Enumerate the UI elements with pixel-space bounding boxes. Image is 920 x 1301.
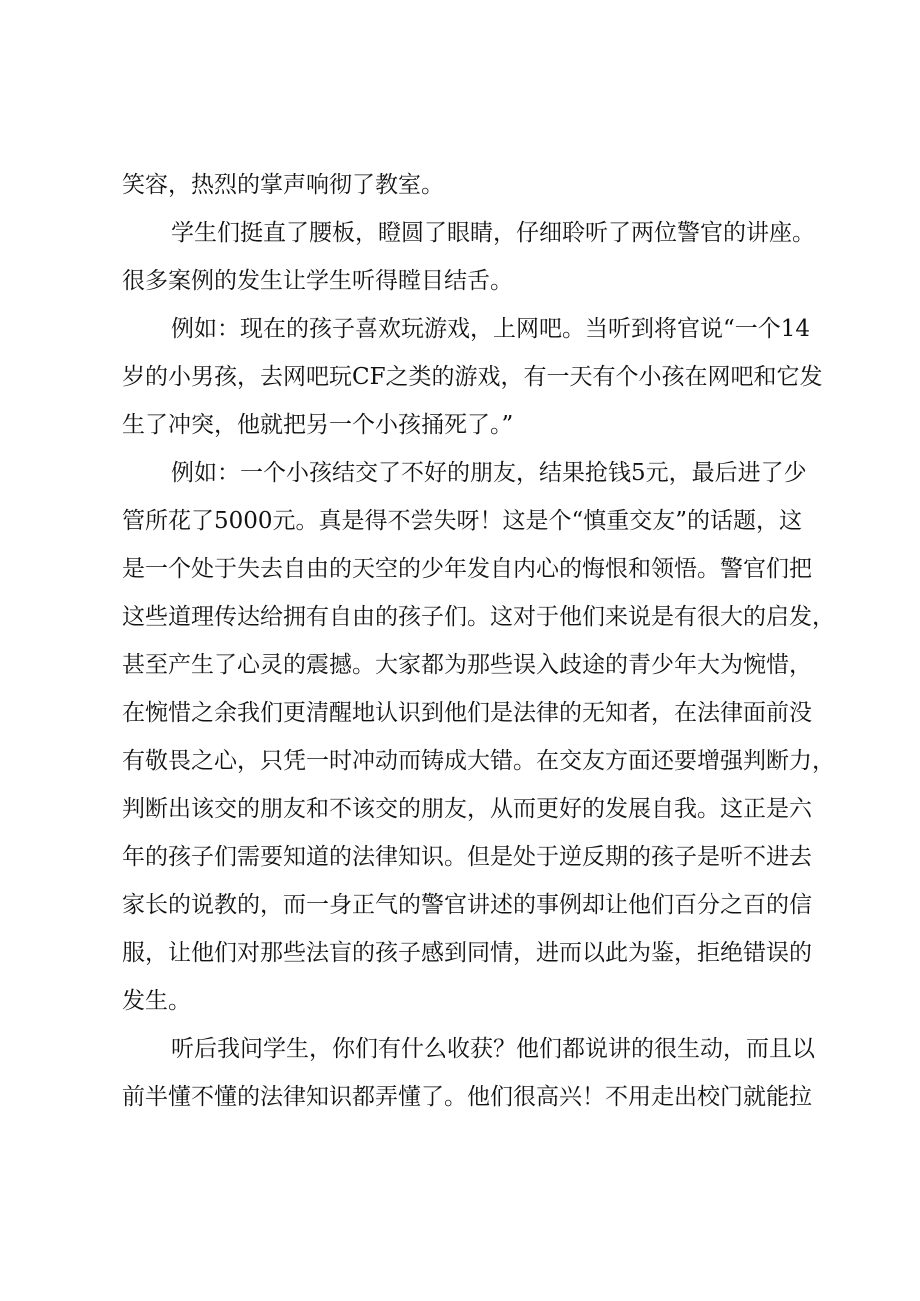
text-line: 管所花了5000元。真是得不尝失呀！这是个“慎重交友”的话题，这 bbox=[122, 508, 803, 534]
text-line: 学生们挺直了腰板，瞪圆了眼睛，仔细聆听了两位警官的讲座。 bbox=[171, 220, 815, 246]
text-line: 是一个处于失去自由的天空的少年发自内心的悔恨和领悟。警官们把 bbox=[122, 556, 812, 582]
text-line: 甚至产生了心灵的震撼。大家都为那些误入歧途的青少年大为惋惜， bbox=[122, 652, 812, 678]
text-line: 年的孩子们需要知道的法律知识。但是处于逆反期的孩子是听不进去 bbox=[122, 844, 812, 870]
text-line: 笑容，热烈的掌声响彻了教室。 bbox=[122, 172, 444, 198]
text-line: 判断出该交的朋友和不该交的朋友，从而更好的发展自我。这正是六 bbox=[122, 796, 812, 822]
text-line: 听后我问学生，你们有什么收获？他们都说讲的很生动，而且以 bbox=[171, 1036, 815, 1062]
text-line: 例如：一个小孩结交了不好的朋友，结果抢钱5元，最后进了少 bbox=[171, 460, 807, 486]
text-line: 在惋惜之余我们更清醒地认识到他们是法律的无知者，在法律面前没 bbox=[122, 700, 812, 726]
text-line: 这些道理传达给拥有自由的孩子们。这对于他们来说是有很大的启发， bbox=[122, 604, 835, 630]
text-line: 例如：现在的孩子喜欢玩游戏，上网吧。当听到将官说“一个14 bbox=[171, 316, 811, 342]
text-line: 岁的小男孩，去网吧玩CF之类的游戏，有一天有个小孩在网吧和它发 bbox=[122, 364, 823, 390]
text-line: 前半懂不懂的法律知识都弄懂了。他们很高兴！不用走出校门就能拉 bbox=[122, 1084, 812, 1110]
text-line: 发生。 bbox=[122, 988, 191, 1014]
text-line: 有敬畏之心，只凭一时冲动而铸成大错。在交友方面还要增强判断力， bbox=[122, 748, 835, 774]
text-line: 很多案例的发生让学生听得瞠目结舌。 bbox=[122, 268, 513, 294]
text-line: 家长的说教的，而一身正气的警官讲述的事例却让他们百分之百的信 bbox=[122, 892, 812, 918]
text-line: 服，让他们对那些法盲的孩子感到同情，进而以此为鉴，拒绝错误的 bbox=[122, 940, 812, 966]
text-line: 生了冲突，他就把另一个小孩捅死了。” bbox=[122, 412, 514, 438]
